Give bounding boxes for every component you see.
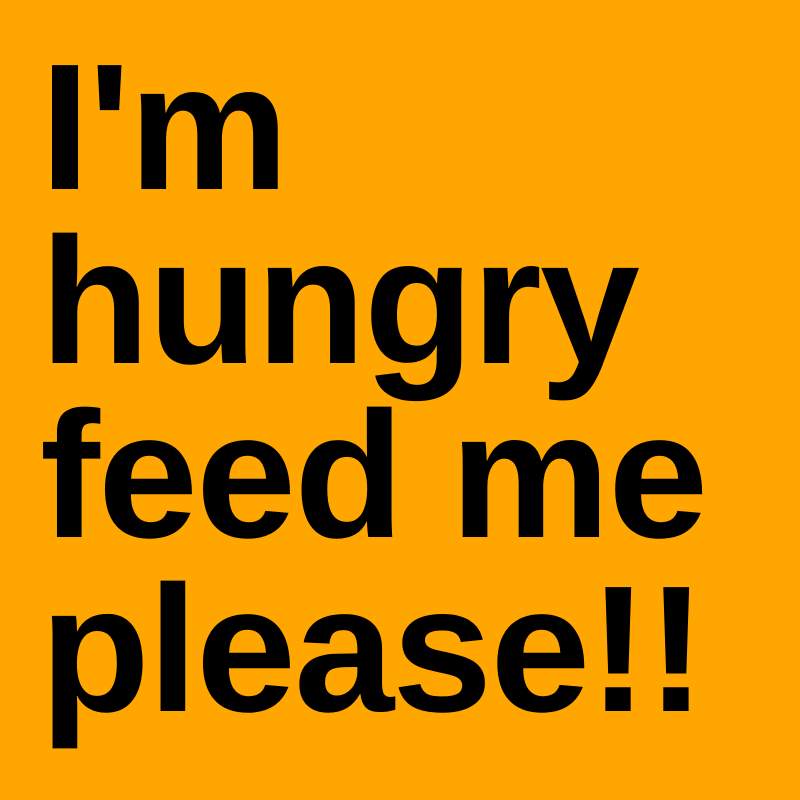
quote-line-4: please!! bbox=[40, 549, 705, 750]
quote-line-1: I'm bbox=[40, 27, 287, 228]
quote-line-2: hungry bbox=[40, 201, 638, 402]
quote-line-3: feed me bbox=[40, 375, 707, 576]
